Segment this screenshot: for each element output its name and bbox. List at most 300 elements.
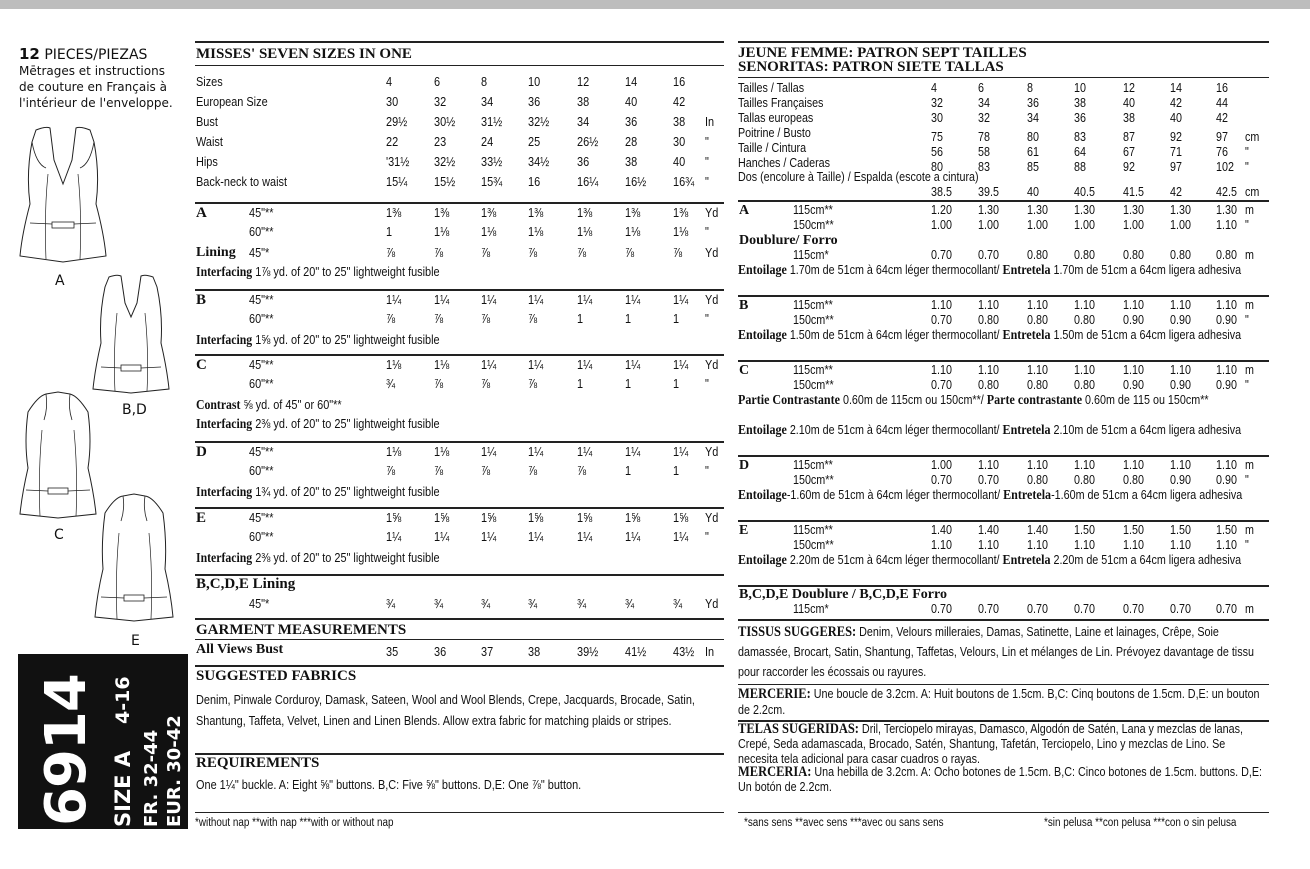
en-note-text: 2⅜ yd. of 20" to 25" lightweight fusible: [252, 550, 440, 565]
en-size-cell: 25: [528, 134, 541, 149]
en-size-cell: 42: [673, 94, 686, 109]
pieces-count: 12: [19, 45, 40, 63]
en-yardage-cell: 1¼: [386, 529, 402, 544]
pieces-header: [19, 46, 189, 111]
fr-footnote: *sans sens **avec sens ***avec ou sans sens: [744, 817, 944, 829]
en-lining-cell: ⅞: [481, 245, 491, 260]
en-garment-cell: 43½: [673, 644, 695, 659]
en-yardage-cell: 1¼: [481, 444, 497, 459]
pattern-number: 6914: [34, 674, 99, 826]
en-note-label: Interfacing: [196, 265, 253, 280]
fr-meters-cell: 1.10: [978, 298, 999, 312]
en-yardage-cell: 1¼: [481, 529, 497, 544]
en-yardage-cell: 1¼: [673, 357, 689, 372]
fr-note-label: Entretela: [1002, 423, 1051, 438]
en-size-cell: 36: [528, 94, 541, 109]
fr-meters-cell: 0.80: [1027, 473, 1048, 487]
fr-note-text: 2.10m de 51cm a 64cm ligera adhesiva: [1050, 423, 1242, 437]
en-lining-cell: ¾: [528, 596, 538, 611]
fr-size-label: Tailles Françaises: [738, 96, 824, 110]
en-yardage-unit: ": [705, 224, 709, 239]
en-lining-cell: ¾: [577, 596, 587, 611]
en-yardage-cell: ⅞: [434, 463, 444, 478]
fr-lining-cell: 0.80: [1216, 248, 1237, 262]
en-yardage-cell: 1: [625, 376, 632, 391]
fr-meters-cell: 0.80: [1074, 378, 1095, 392]
fr-note-label: Entoilage: [738, 263, 787, 278]
fr-meters-cell: 1.10: [931, 363, 952, 377]
en-fabric-width: 60"**: [249, 224, 274, 239]
view-a-illustration: [18, 124, 108, 264]
fr-meters-cell: 0.90: [1123, 378, 1144, 392]
fr-note-text: 0.60m de 115cm ou 150cm**/: [839, 393, 987, 407]
en-note: [196, 397, 342, 414]
fr-size-cell: 87: [1123, 130, 1135, 144]
fr-note-label: Entretela: [1002, 328, 1051, 343]
en-lining-cell: ⅞: [386, 245, 396, 260]
fr-fabric-width: 115cm**: [793, 203, 833, 217]
fr-size-cell: 14: [1170, 81, 1182, 95]
fr-meters-cell: 0.80: [978, 378, 999, 392]
en-yardage-cell: 1¼: [577, 444, 593, 459]
fr-size-cell: 83: [1074, 130, 1086, 144]
fr-meters-cell: 1.00: [1170, 218, 1191, 232]
en-size-cell: 31½: [481, 114, 503, 129]
en-fabrics-text: Denim, Pinwale Corduroy, Damask, Sateen, Wool and Wool Blends, Crepe, Jacquards, Brocade, Satin, Shantung, Taffeta, Velvet, Linen and Linen Blends. Allow extra fabric for matching plaids or stripes.: [196, 692, 695, 728]
fr-lining-title: B,C,D,E Doublure / B,C,D,E Forro: [739, 587, 947, 602]
fr-size-cell: 92: [1123, 160, 1135, 174]
en-yardage-cell: 1⅜: [673, 205, 689, 220]
en-yardage-unit: Yd: [705, 205, 719, 220]
en-size-cell: 10: [528, 74, 541, 89]
fr-fabric-width: 115cm**: [793, 363, 833, 377]
fr-size-cell: 78: [978, 130, 990, 144]
fr-size-cell: 10: [1074, 81, 1086, 95]
fr-meters-unit: m: [1245, 203, 1254, 217]
fr-view-id: A: [739, 203, 750, 218]
view-c-illustration: [18, 390, 98, 520]
en-yardage-cell: ⅞: [481, 376, 491, 391]
en-yardage-cell: 1¼: [577, 357, 593, 372]
fr-note-label: Entretela: [1003, 488, 1052, 503]
fr-size-cell: 30: [931, 111, 943, 125]
en-yardage-unit: ": [705, 311, 709, 326]
en-note: [196, 484, 440, 501]
fr-dos-cell: 42: [1170, 185, 1182, 199]
en-garment-unit: In: [705, 644, 715, 659]
fr-fabric-width: 115cm**: [793, 458, 833, 472]
fr-meters-unit: ": [1245, 473, 1249, 487]
fr-lining-unit: m: [1245, 248, 1254, 262]
fr-view-id: C: [739, 363, 750, 378]
fr-dos-cell: 40: [1027, 185, 1039, 199]
rule: [738, 520, 1269, 522]
fr-lining-cell: 0.70: [978, 602, 999, 616]
fr-mercerie: [738, 686, 1264, 718]
en-note-text: 1⅞ yd. of 20" to 25" lightweight fusible: [252, 264, 440, 279]
en-size-cell: 26½: [577, 134, 599, 149]
en-garment-title: GARMENT MEASUREMENTS: [196, 622, 407, 638]
fr-lining-cell: 0.70: [978, 248, 999, 262]
en-fabric-width: 60"**: [249, 463, 274, 478]
en-size-label: Back-neck to waist: [196, 174, 288, 189]
fr-size-cell: 83: [978, 160, 990, 174]
en-size-cell: 24: [481, 134, 494, 149]
en-yardage-cell: ⅞: [528, 376, 538, 391]
fr-view-id: D: [739, 458, 750, 473]
en-view-id: B: [196, 292, 207, 308]
rule: [195, 354, 724, 356]
en-garment-cell: 38: [528, 644, 541, 659]
en-yardage-cell: 1¼: [625, 292, 641, 307]
fr-size-cell: 92: [1170, 130, 1182, 144]
fr-note: [738, 553, 1264, 568]
fr-size-cell: 40: [1170, 111, 1182, 125]
en-yardage-cell: 1¼: [673, 444, 689, 459]
en-fabric-width: 45"*: [249, 596, 270, 611]
en-garment-cell: 36: [434, 644, 447, 659]
en-lining-cell: ⅞: [528, 245, 538, 260]
fr-view-id: E: [739, 523, 749, 538]
en-fabric-width: 60"**: [249, 529, 274, 544]
en-note: [196, 264, 440, 281]
english-chart: [195, 41, 724, 831]
fr-lining-cell: 0.70: [1170, 602, 1191, 616]
es-footnote: *sin pelusa **con pelusa ***con o sin pelusa: [1044, 817, 1237, 829]
en-yardage-cell: ⅞: [434, 376, 444, 391]
en-view-id: A: [196, 205, 207, 221]
fr-meters-cell: 1.40: [1027, 523, 1048, 537]
en-size-cell: '31½: [386, 154, 410, 169]
en-size-cell: 15¼: [386, 174, 408, 189]
en-fabric-width: 45"**: [249, 205, 274, 220]
en-fabric-width: 45"**: [249, 444, 274, 459]
en-yardage-unit: Yd: [705, 292, 719, 307]
fr-meters-unit: m: [1245, 298, 1254, 312]
en-yardage-cell: ⅞: [386, 463, 396, 478]
en-yardage-cell: 1⅛: [481, 224, 497, 239]
en-size-cell: 12: [577, 74, 590, 89]
fr-meters-cell: 1.10: [1216, 458, 1237, 472]
en-note: [196, 416, 440, 433]
en-size-cell: 8: [481, 74, 488, 89]
fr-lining-cell: 0.70: [1074, 602, 1095, 616]
en-garment-cell: 41½: [625, 644, 647, 659]
fr-telas-text: Dril, Terciopelo mirayas, Damasco, Algodón de Satén, Lana y mezclas de lanas, Crepé, Seda adamascada, Brocado, Satén, Shantung, Tafetán, Terciopelo, Lino y mezclas de Lino. Se necesita tela adicional para casar cuadros o rayas.: [738, 722, 1243, 766]
fr-meters-cell: 1.10: [1216, 363, 1237, 377]
fr-meters-cell: 1.10: [1216, 298, 1237, 312]
en-size-cell: 34½: [528, 154, 550, 169]
fr-fabric-width: 115cm**: [793, 298, 833, 312]
en-yardage-unit: ": [705, 529, 709, 544]
fr-lining-cell: 0.80: [1074, 248, 1095, 262]
en-size-cell: 36: [625, 114, 638, 129]
fr-meters-cell: 1.10: [1027, 298, 1048, 312]
en-fabric-width: 45"*: [249, 245, 270, 260]
fr-size-cell: 61: [1027, 145, 1039, 159]
en-requirements-title: REQUIREMENTS: [196, 755, 320, 771]
en-title: MISSES' SEVEN SIZES IN ONE: [196, 46, 412, 62]
en-yardage-cell: 1¼: [577, 292, 593, 307]
fr-lining-cell: 0.70: [931, 602, 952, 616]
fr-note-label: Entoilage: [738, 488, 787, 503]
rule: [738, 684, 1269, 685]
en-size-cell: 29½: [386, 114, 408, 129]
rule: [195, 289, 724, 291]
fr-meters-cell: 1.30: [1216, 203, 1237, 217]
fr-size-unit: ": [1245, 160, 1249, 174]
en-yardage-cell: 1⅜: [481, 205, 497, 220]
en-fabrics-title: SUGGESTED FABRICS: [196, 668, 357, 684]
fr-lining-cell: 0.70: [1216, 602, 1237, 616]
fr-fabric-width: 150cm**: [793, 473, 834, 487]
en-yardage-cell: ⅞: [481, 311, 491, 326]
rule: [738, 295, 1269, 297]
fr-meters-cell: 1.10: [1123, 298, 1144, 312]
fr-meters-cell: 1.00: [1123, 218, 1144, 232]
en-fabric-width: 60"**: [249, 311, 274, 326]
en-note-text: 2⅜ yd. of 20" to 25" lightweight fusible: [252, 416, 440, 431]
fr-tissus: [738, 622, 1264, 682]
en-yardage-cell: 1¼: [481, 292, 497, 307]
en-garment-cell: 35: [386, 644, 399, 659]
fr-view-id: B: [739, 298, 749, 313]
en-yardage-cell: 1: [673, 376, 680, 391]
rule: [195, 618, 724, 620]
fr-meters-cell: 0.70: [931, 313, 952, 327]
en-view-id: E: [196, 510, 207, 526]
fr-meters-unit: m: [1245, 458, 1254, 472]
fr-meters-cell: 1.40: [931, 523, 952, 537]
fr-meters-cell: 0.80: [978, 313, 999, 327]
rule: [738, 619, 1269, 621]
en-size-cell: 16½: [625, 174, 647, 189]
en-lining-cell: ¾: [481, 596, 491, 611]
fr-lining-cell: 0.70: [931, 248, 952, 262]
en-yardage-cell: 1¼: [528, 357, 544, 372]
fr-merceria-text: Una hebilla de 3.2cm. A: Ocho botones de 1.5cm. B,C: Cinco botones de 1.5cm. buttons. D,E: Un botón de 2.2cm.: [738, 765, 1262, 794]
fr-meters-cell: 1.30: [1027, 203, 1048, 217]
rule: [195, 507, 724, 509]
en-fabric-width: 60"**: [249, 376, 274, 391]
en-yardage-cell: 1¼: [673, 529, 689, 544]
en-garment-cell: 37: [481, 644, 494, 659]
fr-size-cell: 32: [931, 96, 943, 110]
en-yardage-cell: 1: [673, 311, 680, 326]
fr-merceria-title: MERCERIA:: [738, 764, 812, 780]
en-size-cell: 32½: [528, 114, 550, 129]
en-yardage-cell: ⅞: [528, 311, 538, 326]
fr-meters-cell: 1.10: [1123, 458, 1144, 472]
fr-meters-cell: 1.50: [1123, 523, 1144, 537]
en-size-unit: ": [705, 174, 709, 189]
french-spanish-chart: [738, 41, 1269, 831]
fr-size-cell: 80: [1027, 130, 1039, 144]
fr-meters-unit: ": [1245, 538, 1249, 552]
en-yardage-cell: 1¼: [625, 357, 641, 372]
fr-size-cell: 6: [978, 81, 984, 95]
fr-size-cell: 42: [1216, 111, 1228, 125]
en-yardage-cell: 1: [386, 224, 393, 239]
en-note-label: Contrast: [196, 398, 241, 413]
fr-meters-cell: 1.00: [1027, 218, 1048, 232]
fr-size-cell: 42: [1170, 96, 1182, 110]
fr-tissus-title: TISSUS SUGGERES:: [738, 624, 857, 640]
fr-meters-cell: 0.90: [1216, 313, 1237, 327]
fr-note-text: 2.10m de 51cm à 64cm léger thermocollant/: [786, 423, 1003, 437]
fr-meters-cell: 0.90: [1170, 473, 1191, 487]
fr-lining-title: Doublure/ Forro: [739, 233, 838, 248]
en-yardage-cell: 1¼: [481, 357, 497, 372]
fr-size-label: Poitrine / Busto: [738, 126, 811, 140]
fr-size-cell: 102: [1216, 160, 1234, 174]
fr-size-cell: 44: [1216, 96, 1228, 110]
fr-meters-cell: 1.10: [978, 363, 999, 377]
fr-meters-unit: m: [1245, 363, 1254, 377]
fr-size-cell: 64: [1074, 145, 1086, 159]
en-yardage-cell: 1⅜: [434, 205, 450, 220]
pattern-size-range: 4-16: [112, 676, 134, 724]
fr-size-cell: 4: [931, 81, 937, 95]
fr-mercerie-text: Une boucle de 3.2cm. A: Huit boutons de 1.5cm. B,C: Cinq boutons de 1.5cm. D,E: un bouton de 2.2cm.: [738, 687, 1260, 717]
en-requirements-text: One 1¼" buckle. A: Eight ⅝" buttons. B,C: Five ⅝" buttons. D,E: One ⅞" button.: [196, 777, 582, 792]
view-bd-illustration: [91, 273, 171, 395]
fr-note-text: -1.60m de 51cm a 64cm ligera adhesiva: [1051, 488, 1243, 502]
en-size-cell: 14: [625, 74, 638, 89]
en-garment-cell: 39½: [577, 644, 599, 659]
fr-meters-cell: 1.10: [1027, 458, 1048, 472]
fr-size-cell: 97: [1170, 160, 1182, 174]
en-size-label: Sizes: [196, 74, 223, 89]
en-size-cell: 34: [577, 114, 590, 129]
rule: [195, 65, 724, 66]
en-size-cell: 32: [434, 94, 447, 109]
fr-lining-unit: m: [1245, 602, 1254, 616]
fr-meters-cell: 1.10: [978, 458, 999, 472]
fr-dos-cell: 38.5: [931, 185, 952, 199]
en-size-cell: 40: [673, 154, 686, 169]
en-size-cell: 16: [673, 74, 686, 89]
fr-meters-cell: 1.50: [1216, 523, 1237, 537]
rule: [738, 77, 1269, 78]
fr-note-label: Entoilage: [738, 423, 787, 438]
fr-dos-cell: 39.5: [978, 185, 999, 199]
en-yardage-cell: 1¼: [386, 292, 402, 307]
fr-dos-cell: 41.5: [1123, 185, 1144, 199]
en-size-cell: 15½: [434, 174, 456, 189]
en-yardage-cell: 1⅝: [386, 510, 402, 525]
fr-size-cell: 75: [931, 130, 943, 144]
pieces-label: PIECES/PIEZAS: [44, 47, 148, 63]
en-yardage-cell: 1¼: [434, 529, 450, 544]
fr-telas-title: TELAS SUGERIDAS:: [738, 721, 859, 737]
en-yardage-cell: 1⅛: [528, 224, 544, 239]
fr-size-cell: 40: [1123, 96, 1135, 110]
en-lining-cell: ⅞: [673, 245, 683, 260]
fr-meters-cell: 1.10: [1027, 538, 1048, 552]
en-size-unit: In: [705, 114, 715, 129]
fr-note-text: 0.60m de 115 ou 150cm**: [1082, 393, 1209, 407]
fr-meters-cell: 0.70: [931, 473, 952, 487]
en-yardage-cell: 1⅝: [577, 510, 593, 525]
rule: [195, 639, 724, 640]
fr-meters-cell: 1.10: [1027, 363, 1048, 377]
fr-meters-cell: 1.10: [931, 298, 952, 312]
fr-size-cell: 97: [1216, 130, 1228, 144]
fr-size-cell: 56: [931, 145, 943, 159]
fr-note-text: 1.50m de 51cm a 64cm ligera adhesiva: [1050, 328, 1242, 342]
fr-meters-cell: 1.10: [1123, 538, 1144, 552]
en-lining-cell: ¾: [625, 596, 635, 611]
fr-fabric-width: 115cm*: [793, 602, 829, 616]
top-bar: [0, 0, 1310, 9]
fr-dos-cell: 40.5: [1074, 185, 1095, 199]
en-yardage-unit: Yd: [705, 510, 719, 525]
fr-fabric-width: 150cm**: [793, 313, 834, 327]
en-yardage-cell: 1¼: [528, 444, 544, 459]
en-yardage-cell: 1⅛: [673, 224, 689, 239]
fr-meters-cell: 1.00: [931, 458, 952, 472]
view-a-label: A: [55, 273, 65, 289]
fr-meters-unit: ": [1245, 378, 1249, 392]
en-size-cell: 4: [386, 74, 393, 89]
en-yardage-cell: 1¼: [673, 292, 689, 307]
en-yardage-cell: 1⅛: [577, 224, 593, 239]
fr-note-text: 1.70m de 51cm a 64cm ligera adhesiva: [1050, 263, 1242, 277]
fr-meters-cell: 0.80: [1123, 473, 1144, 487]
fr-note-text: 2.20m de 51cm à 64cm léger thermocollant/: [786, 553, 1003, 567]
en-lining-cell: ¾: [434, 596, 444, 611]
fr-size-cell: 85: [1027, 160, 1039, 174]
en-lining-unit: Yd: [705, 596, 719, 611]
en-fabric-width: 45"**: [249, 510, 274, 525]
fr-fabric-width: 150cm**: [793, 378, 834, 392]
fr-size-cell: 38: [1123, 111, 1135, 125]
en-fabric-width: 45"**: [249, 357, 274, 372]
fr-title: SENORITAS: PATRON SIETE TALLAS: [738, 59, 1004, 75]
fr-note: [738, 328, 1264, 343]
french-note-line: Mētrages et instructions: [19, 64, 165, 78]
fr-lining-cell: 0.80: [1123, 248, 1144, 262]
en-note-text: ⅝ yd. of 45" or 60"**: [240, 397, 342, 412]
fr-meters-cell: 1.30: [1123, 203, 1144, 217]
fr-meters-cell: 1.00: [1074, 218, 1095, 232]
fr-lining-cell: 0.80: [1170, 248, 1191, 262]
fr-meters-unit: ": [1245, 218, 1249, 232]
en-size-cell: 6: [434, 74, 441, 89]
fr-telas: [738, 722, 1264, 767]
pattern-number-block: [18, 654, 188, 829]
fr-meters-cell: 0.90: [1123, 313, 1144, 327]
en-note-text: 1¾ yd. of 20" to 25" lightweight fusible: [252, 484, 440, 499]
en-lining-unit: Yd: [705, 245, 719, 260]
fr-meters-unit: m: [1245, 523, 1254, 537]
fr-meters-cell: 1.10: [1074, 363, 1095, 377]
fr-size-label: Tailles / Tallas: [738, 81, 805, 95]
fr-meters-unit: ": [1245, 313, 1249, 327]
en-size-cell: 30: [386, 94, 399, 109]
fr-size-cell: 76: [1216, 145, 1228, 159]
en-size-cell: 38: [625, 154, 638, 169]
fr-meters-cell: 0.90: [1216, 378, 1237, 392]
fr-size-cell: 88: [1074, 160, 1086, 174]
en-yardage-unit: ": [705, 376, 709, 391]
fr-meters-cell: 1.50: [1170, 523, 1191, 537]
fr-meters-cell: 1.00: [931, 218, 952, 232]
fr-note-label: Entretela: [1002, 553, 1051, 568]
en-fabric-width: 45"**: [249, 292, 274, 307]
fr-note-label: Parte contrastante: [986, 393, 1083, 408]
